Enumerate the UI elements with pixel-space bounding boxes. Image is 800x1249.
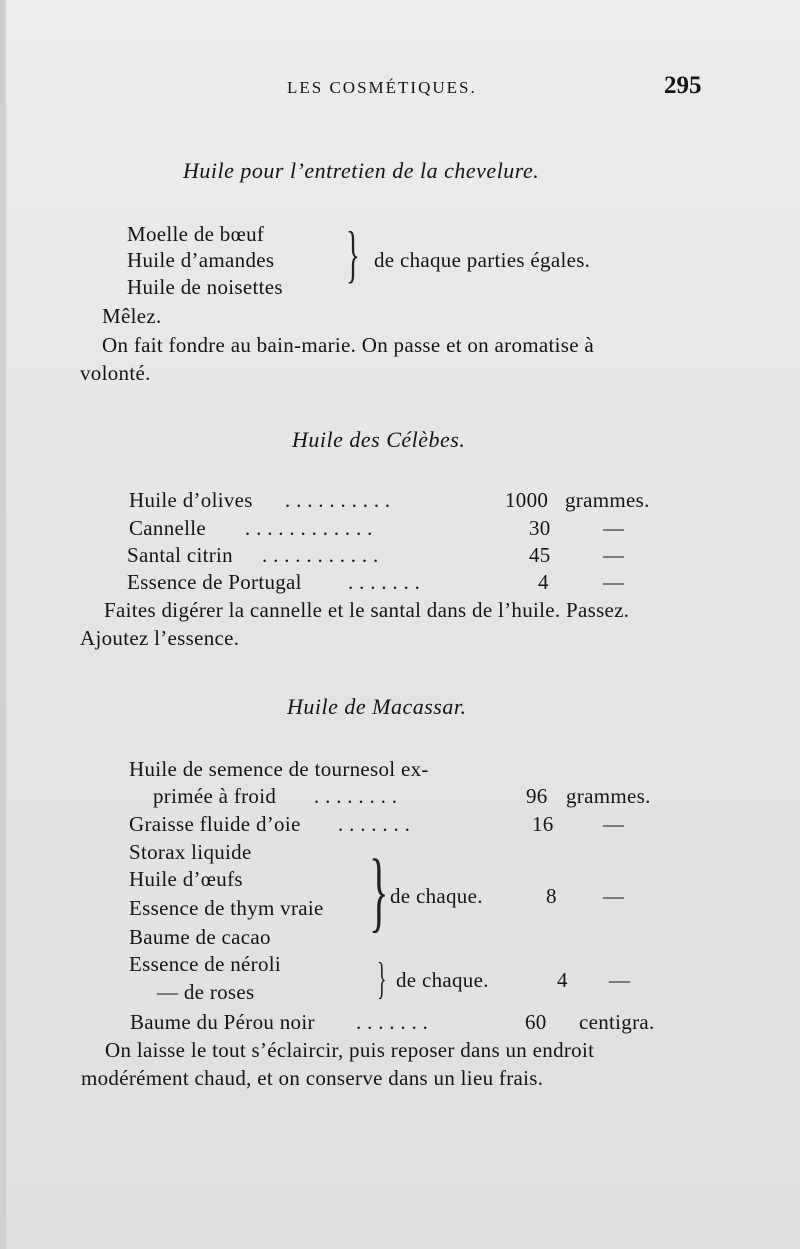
right-brace: } <box>377 954 387 1003</box>
right-brace: } <box>369 842 389 941</box>
ingredient-unit: — <box>603 884 625 908</box>
ingredient-qty: 45 <box>529 543 551 567</box>
page-number: 295 <box>664 72 702 99</box>
instruction-text: volonté. <box>80 361 151 385</box>
instruction-text: On fait fondre au bain-marie. On passe et on aromatise à <box>102 333 595 357</box>
running-title: LES COSMÉTIQUES. <box>287 78 477 97</box>
ingredient-qty: 4 <box>557 968 568 992</box>
ingredient-qty: 96 <box>526 784 548 808</box>
ingredient-qty: 60 <box>525 1010 547 1034</box>
instruction-text: On laisse le tout s’éclaircir, puis reposer dans un endroit <box>105 1038 595 1062</box>
ingredient-unit: — <box>603 570 625 594</box>
group-label: de chaque. <box>390 884 483 908</box>
leader-dots: . . . . . . . <box>338 812 411 836</box>
ingredient-qty: 16 <box>532 812 554 836</box>
instruction-text: Faites digérer la cannelle et le santal dans de l’huile. Passez. <box>104 598 630 622</box>
instruction-text: Mêlez. <box>102 304 162 328</box>
ingredient-qty: 30 <box>529 516 551 540</box>
instruction-text: modérément chaud, et on conserve dans un lieu frais. <box>81 1066 544 1090</box>
right-brace: } <box>346 218 360 289</box>
ingredient-item: Essence de thym vraie <box>129 896 324 920</box>
leader-dots: . . . . . . . . . . <box>285 488 391 512</box>
ingredient-name: Huile de semence de tournesol ex- <box>129 757 429 781</box>
group-label: de chaque. <box>396 968 489 992</box>
ingredient-unit: centigra. <box>579 1010 655 1034</box>
ingredient-name: Essence de Portugal <box>127 570 302 594</box>
ingredient-item: Baume de cacao <box>129 925 271 949</box>
ingredient-item: Storax liquide <box>129 840 252 864</box>
ingredient-qty: 4 <box>538 570 549 594</box>
ingredient-unit: grammes. <box>565 488 650 512</box>
ingredient-item: Huile d’amandes <box>127 248 275 272</box>
page-edge-shadow <box>0 0 6 1249</box>
leader-dots: . . . . . . . . <box>314 784 398 808</box>
ingredient-name: Graisse fluide d’oie <box>129 812 301 836</box>
ingredient-unit: — <box>603 543 625 567</box>
ingredient-item: — de roses <box>157 980 255 1004</box>
ingredient-name: Huile d’olives <box>129 488 253 512</box>
ingredient-name: Cannelle <box>129 516 207 540</box>
ingredient-item: Essence de néroli <box>129 952 282 976</box>
ingredient-item: Huile d’œufs <box>129 867 243 891</box>
leader-dots: . . . . . . . . . . . <box>262 543 379 567</box>
recipe-title-celebes: Huile des Célèbes. <box>292 427 466 452</box>
ingredient-unit: grammes. <box>566 784 651 808</box>
ingredient-unit: — <box>603 812 625 836</box>
ingredient-name: Baume du Pérou noir <box>130 1010 315 1034</box>
group-note: de chaque parties égales. <box>374 248 591 272</box>
ingredient-item: Moelle de bœuf <box>127 222 265 246</box>
ingredient-qty: 1000 <box>505 488 549 512</box>
leader-dots: . . . . . . . <box>356 1010 429 1034</box>
ingredient-name: Santal citrin <box>127 543 233 567</box>
leader-dots: . . . . . . . . . . . . <box>245 516 373 540</box>
ingredient-unit: — <box>609 968 631 992</box>
ingredient-qty: 8 <box>546 884 557 908</box>
recipe-title-chevelure: Huile pour l’entretien de la chevelure. <box>183 158 540 183</box>
ingredient-item: Huile de noisettes <box>127 275 283 299</box>
recipe-title-macassar: Huile de Macassar. <box>287 694 467 719</box>
ingredient-name: primée à froid <box>153 784 277 808</box>
leader-dots: . . . . . . . <box>348 570 421 594</box>
ingredient-unit: — <box>603 516 625 540</box>
instruction-text: Ajoutez l’essence. <box>80 626 240 650</box>
